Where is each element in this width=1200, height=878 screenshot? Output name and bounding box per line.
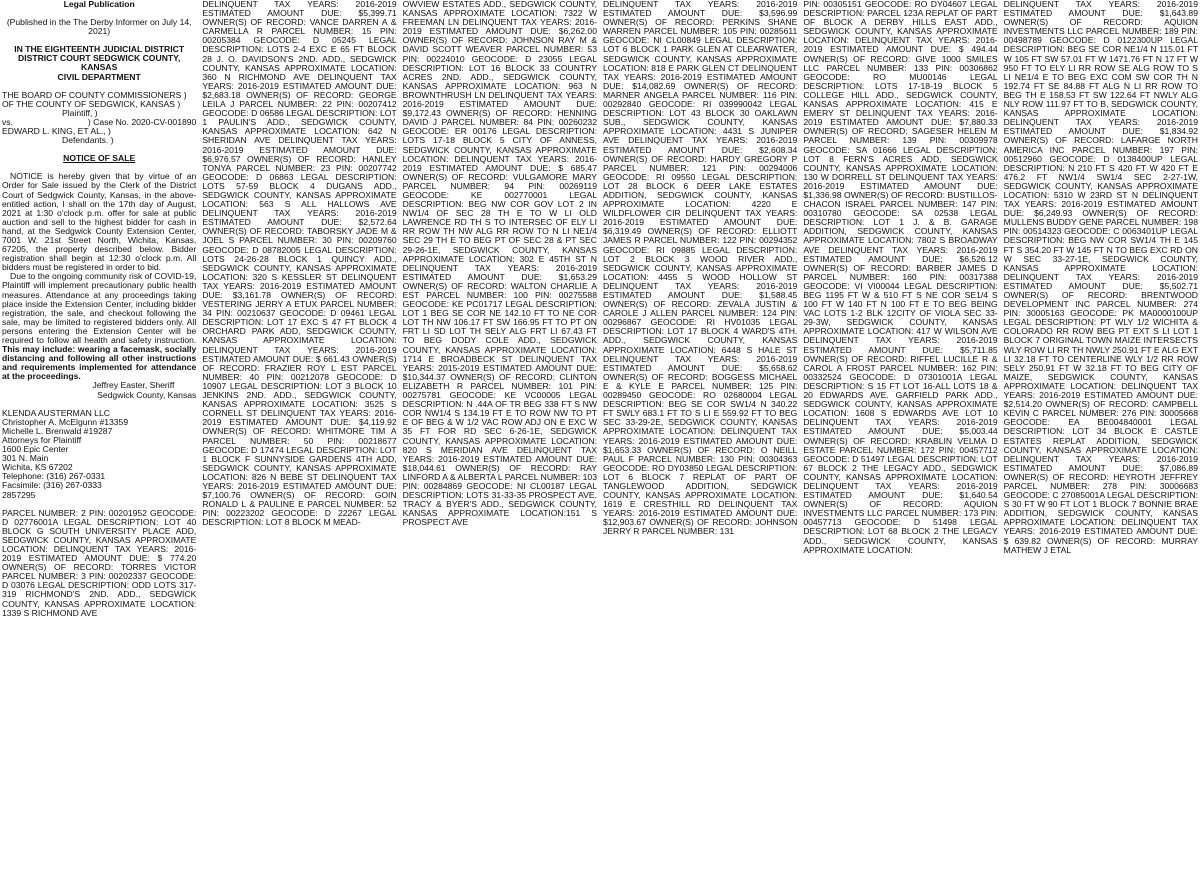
parcel-listing-col-5: PIN: 00305151 GEOCODE: RO DY04607 LEGAL DESCRIPTION: PARCEL 123A REPLAT OF PART OF BLOCK A DERBY HILLS EAST ADD., SEDGWICK COUNTY, KANSAS APPROXIMATE LOCATION: DELINQUENT TAX YEARS: 2016-2019 ESTIMATED AMOUNT DUE: $ 494.44 OWNER(S) OF RECORD: GIVE 1000 SMILES LLC PARCEL NUMBER: 133 PIN: 00306862 GEOCODE: RO MU00146 LEGAL DESCRIPTION: LOTS 17-18-19 BLOCK 5 COLLEGE HILL ADD., SEDGWICK COUNTY, KANSAS APPROXIMATE LOCATION: 415 E EMERY ST DELINQUENT TAX YEARS: 2016-2019 ESTIMATED AMOUNT DUE: $7,880.33 OWNER(S) OF RECORD: SAGESER HELEN M PARCEL NUMBER: 139 PIN: 00309978 GEOCODE: SA 01666 LEGAL DESCRIPTION: LOT 8 FERN'S ACRES ADD, SEDGWICK COUNTY, KANSAS APPROXIMATE LOCATION: 130 W DORRELL ST DELINQUENT TAX YEARS: 2016-2019 ESTIMATED AMOUNT DUE: $1,336.98 OWNER(S) OF RECORD: BUSTILLOS-CHACON ISRAEL PARCEL NUMBER: 147 PIN: 00310780 GEOCODE: SA 02538 LEGAL DESCRIPTION: LOT 1 J. & B. GARAGE ADDITION, SEDGWICK COUNTY, KANSAS APPROXIMATE LOCATION: 7802 S BROADWAY AVE DELINQUENT TAX YEARS: 2016-2019 ESTIMATED AMOUNT DUE: $6,526.12 OWNER(S) OF RECORD: BARBER JAMES D PARCEL NUMBER: 160 PIN: 00317388 GEOCODE: VI VI00044 LEGAL DESCRIPTION: BEG 1195 FT W & 510 FT S NE COR SE1/4 S 100 FT W 140 FT N 100 FT E TO BEG BEING VAC LOTS 1-2 BLK 12CITY OF VIOLA SEC 33-29-3W, SEDGWICK COUNTY, KANSAS APPROXIMATE LOCATION: 417 W WILSON AVE DELINQUENT TAX YEARS: 2016-2019 ESTIMATED AMOUNT DUE: $5,711.85 OWNER(S) OF RECORD: RIFFEL LUCILLE R & CAROL A FROST PARCEL NUMBER: 162 PIN: 00332524 GEOCODE: D 07301001A LEGAL DESCRIPTION: S 15 FT LOT 16-ALL LOTS 18 & 20 EDWARDS AVE. GARFIELD PARK ADD., SEDGWICK COUNTY, KANSAS APPROXIMATE LOCATION: 1608 S EDWARDS AVE LOT 10 DELINQUENT TAX YEARS: 2016-2019 ESTIMATED AMOUNT DUE: $5,003.44 OWNER(S) OF RECORD: KRABLIN VELMA D ESTATE PARCEL NUMBER: 172 PIN: 00457712 GEOCODE: D 51497 LEGAL DESCRIPTION: LOT 67 BLOCK 2 THE LEGACY ADD., SEDGWICK COUNTY, KANSAS APPROXIMATE LOCATION: DELINQUENT TAX YEARS: 2016-2019 ESTIMATED AMOUNT DUE: $1,640.54 OWNER(S) OF RECORD: AQUION INVESTMENTS LLC PARCEL NUMBER: 173 PIN: 00457713 GEOCODE: D 51498 LEGAL DESCRIPTION: LOT 68 BLOCK 2 THE LEGACY ADD., SEDGWICK COUNTY, KANSAS APPROXIMATE LOCATION: xyxy=(803,0,998,555)
caption-defendant-1: EDWARD L. KING, ET AL., ) xyxy=(2,126,111,137)
attorney-line-1: Christopher A. McElgunn #13359 xyxy=(2,416,129,427)
attorney-firm: KLENDA AUSTERMAN LLC xyxy=(2,407,110,418)
section-title: Legal Publication xyxy=(63,0,135,9)
notice-paragraph-2-text: Due to the ongoing community risk of COVID-19, Plaintiff will implement precautionary public health measures. Attendance at any proceedings taking place inside the Extension Center, including bidder registration, the sale, and checkout following the sale, may be limited to registered bidders only. All persons entering the Extension Center will be required to follow all health and safety instruction. xyxy=(2,271,197,345)
notice-paragraph-1: NOTICE is hereby given that by virtue of an Order for Sale issued by the Clerk of the District Court of Sedgwick County, Kansas, in the above-entitled action, I shall on the 17th day of August, 2021 at 1:30 o'clock p.m. offer for sale at public auction and sell to the highest bidder for cash in hand, at the Sedgwick County Extension Center, 7001 W. 21st Street North, Wichita, Kansas, 67205, the property described below. Bidder registration shall begin at 12:30 o'clock p.m. All bidders must be registered in order to bid. xyxy=(2,171,197,273)
notice-title: NOTICE OF SALE xyxy=(63,153,136,164)
column-4 xyxy=(603,0,797,878)
case-number: ) Case No. 2020-CV-001890 xyxy=(87,116,197,127)
parcel-listing-col-6: DELINQUENT TAX YEARS: 2016-2019 ESTIMATED AMOUNT DUE: $1,643.89 OWNER(S) OF RECORD: AQUION INVESTMENTS LLC PARCEL NUMBER: 189 PIN: 00498789 GEOCODE: D 0122300UP LEGAL DESCRIPTION: BEG SE COR NE1/4 N 115.01 FT W 105 FT SW 57.01 FT W 1471.76 FT N 17 FT W 950 FT TO ELY LI RR ROW SE ALG ROW TO S LI NE1/4 E TO BEG EXC COM SW COR TH N 192.74 FT SE 84.88 FT ALG N LI RR ROW TO BEG TH E 158.53 FT SW 122.64 FT NWLY ALG NLY ROW 111.97 FT TO B, SEDGWICK COUNTY, KANSAS APPROXIMATE LOCATION: DELINQUENT TAX YEARS: 2016-2019 ESTIMATED AMOUNT DUE: $1,834.92 OWNER(S) OF RECORD: LAFARGE NORTH AMERICA INC PARCEL NUMBER: 197 PIN: 00512960 GEOCODE: D 0138400UP LEGAL DESCRIPTION: N 210 FT S 420 FT W 420 FT E 476.2 FT NW1/4 SW1/4 SEC 2-27-1W, SEDGWICK COUNTY, KANSAS APPROXIMATE LOCATION: 5310 W 23RD ST N DELINQUENT TAX YEARS: 2016-2019 ESTIMATED AMOUNT DUE: $6,249.93 OWNER(S) OF RECORD: MULLENS BUDDY GENE PARCEL NUMBER: 198 PIN: 00514323 GEOCODE: C 0063401UP LEGAL DESCRIPTION: BEG NW COR SW1/4 TH E 145 FT S 354.20 FT W 145 FT N TO BEG EXC RD ON W SEC 33-27-1E, SEDGWICK COUNTY, KANSAS APPROXIMATE LOCATION: DELINQUENT TAX YEARS: 2016-2019 ESTIMATED AMOUNT DUE: $5,502.71 OWNER(S) OF RECORD: BRENTWOOD DEVELOPMENT INC PARCEL NUMBER: 274 PIN: 30005163 GEOCODE: PK MA0000100UP LEGAL DESCRIPTION: PT WLY 1/2 WICHITA & COLORADO RR ROW BEG PT EXT S LI LOT 1 BLOCK 7 ORIGINAL TOWN MAIZE INTERSECTS WLY ROW LI RR TH NWLY 250.91 FT E ALG EXT LI 32.18 FT TO CENTERLINE WLY 1/2 RR ROW SELY 250.91 FT W 32.18 FT TO BEG CITY OF MAIZE, SEDGWICK COUNTY, KANSAS APPROXIMATE LOCATION: DELINQUENT TAX YEARS: 2016-2019 ESTIMATED AMOUNT DUE: $2,514.20 OWNER(S) OF RECORD: CAMPBELL KEVIN C PARCEL NUMBER: 276 PIN: 30005668 GEOCODE: EA BE004840001 LEGAL DESCRIPTION: LOT 34 BLOCK E CASTLE ESTATES REPLAT ADDITION, SEDGWICK COUNTY, KANSAS APPROXIMATE LOCATION: DELINQUENT TAX YEARS: 2016-2019 ESTIMATED AMOUNT DUE: $7,086.89 OWNER(S) OF RECORD: HEYROTH JEFFREY PARCEL NUMBER: 278 PIN: 30006683 GEOCODE: C 27085001A LEGAL DESCRIPTION: S 30 FT W 90 FT LOT 1 BLOCK 7 BONNIE BRAE ADDITION, SEDGWICK COUNTY, KANSAS APPROXIMATE LOCATION: DELINQUENT TAX YEARS: 2016-2019 ESTIMATED AMOUNT DUE: $ 639.82 OWNER(S) OF RECORD: MURRAY MATHEW J ETAL xyxy=(1003,0,1198,555)
parcel-listing-col-3: OWVIEW ESTATES ADD., SEDGWICK COUNTY, KANSAS APPROXIMATE LOCATION: 7322 W FREEMAN LN DELINQUENT TAX YEARS: 2016-2019 ESTIMATED AMOUNT DUE: $6,262.00 OWNER(S) OF RECORD: JOHNSON RAY M & DAVID SCOTT WEAVER PARCEL NUMBER: 53 PIN: 00224010 GEOCODE: D 23055 LEGAL DESCRIPTION: LOT 16 BLOCK 33 COUNTRY ACRES 2ND. ADD., SEDGWICK COUNTY, KANSAS APPROXIMATE LOCATION: 963 N BROWNTHRUSH LN DELINQUENT TAX YEARS: 2016-2019 ESTIMATED AMOUNT DUE: $9,172.43 OWNER(S) OF RECORD: HENNING DAVID J PARCEL NUMBER: 84 PIN: 00260232 GEOCODE: ER 00176 LEGAL DESCRIPTION: LOTS 17-18 BLOCK 5 CITY OF ANNESS, SEDGWICK COUNTY, KANSAS APPROXIMATE LOCATION: DELINQUENT TAX YEARS: 2016-2019 ESTIMATED AMOUNT DUE: $ 685.47 OWNER(S) OF RECORD: VULGAMORE MARY PARCEL NUMBER: 94 PIN: 00269119 GEOCODE: KE 002770001 LEGAL DESCRIPTION: BEG NW COR GOV LOT 2 IN NW1/4 OF SEC 28 TH E TO W LI OLD LAWRENCE RD TH S TO INTERSEC OF ELY LI RR ROW TH NW ALG RR ROW TO N LI NE1/4 SEC 29 TH E TO BEG PT OF SEC 28 & PT SEC 29-26-1E, SEDGWICK COUNTY, KANSAS APPROXIMATE LOCATION: 302 E 45TH ST N DELINQUENT TAX YEARS: 2016-2019 ESTIMATED AMOUNT DUE: $1,653.29 OWNER(S) OF RECORD: WALTON CHARLIE A EST PARCEL NUMBER: 100 PIN: 00275588 GEOCODE: KE PC01717 LEGAL DESCRIPTION: LOT 1 BEG SE COR NE 142.10 FT TO NE COR LOT TH NW 106.17 FT SW 166.95 FT TO PT ON FRT LI SD LOT TH SELY ALG FRT LI 67.43 FT TO BEG DODY COLE ADD., SEDGWICK COUNTY, KANSAS APPROXIMATE LOCATION: 1714 E BROADBECK ST DELINQUENT TAX YEARS: 2015-2019 ESTIMATED AMOUNT DUE: $10,344.37 OWNER(S) OF RECORD: CLINTON ELIZABETH R PARCEL NUMBER: 101 PIN: 00275781 GEOCODE: KE VC00005 LEGAL DESCRIPTION: N .44A OF TR BEG 338 FT S NW COR NW1/4 S 134.19 FT E TO ROW NW TO PT E OF BEG & W 1/2 VAC ROW ADJ ON E EXC W 35 FT FOR RD SEC 6-26-1E, SEDGWICK COUNTY, KANSAS APPROXIMATE LOCATION: 820 S MERIDIAN AVE DELINQUENT TAX YEARS: 2016-2019 ESTIMATED AMOUNT DUE: $18,044.61 OWNER(S) OF RECORD: RAY LINFORD A & ALBERTA L PARCEL NUMBER: 103 PIN: 00284869 GEOCODE: NI CL00187 LEGAL DESCRIPTION: LOTS 31-33-35 PROSPECT AVE. TRACY & BYER'S ADD., SEDGWICK COUNTY, KANSAS APPROXIMATE LOCATION:151 S PROSPECT AVE xyxy=(402,0,597,528)
court-heading-2: DISTRICT COURT SEDGWICK COUNTY, KANSAS xyxy=(18,53,181,73)
notice-paragraph-2 xyxy=(2,272,196,381)
publication-line: (Published in the The Derby Informer on July 14, 2021) xyxy=(6,17,192,37)
attorney-line-6: Wichita, KS 67202 xyxy=(2,462,73,473)
caption-plaintiff-3: Plaintiff, ) xyxy=(62,107,98,118)
column-3 xyxy=(403,0,597,878)
attorney-line-8: Facsimile: (316) 267-0333 xyxy=(2,480,102,491)
notice-paragraph-2-bold: This may include: wearing a facemask, socially distancing and following all other instructions and requirements implemented for attendance at the proceedings. xyxy=(2,344,197,382)
caption-plaintiff-1: THE BOARD OF COUNTY COMMISSIONERS ) xyxy=(2,89,187,100)
attorney-line-2: Michelle L. Brenwald #19287 xyxy=(2,425,113,436)
parcel-listing-col-2: DELINQUENT TAX YEARS: 2016-2019 ESTIMATED AMOUNT DUE: $5,399.71 OWNER(S) OF RECORD: VANCE DARREN A & CARMELLA R PARCEL NUMBER: 15 PIN: 00205384 GEOCODE: D 05245 LEGAL DESCRIPTION: LOTS 2-4 EXC E 65 FT BLOCK 28 J. O. DAVIDSON'S 2ND. ADD., SEDGWICK COUNTY, KANSAS APPROXIMATE LOCATION: 360 N RICHMOND AVE DELINQUENT TAX YEARS: 2016-2019 ESTIMATED AMOUNT DUE: $2,683.18 OWNER(S) OF RECORD: GEORGE LEILA J PARCEL NUMBER: 22 PIN: 00207412 GEOCODE: D 06586 LEGAL DESCRIPTION: LOT 1 PAULIN'S ADD., SEDGWICK COUNTY, KANSAS APPROXIMATE LOCATION: 642 N SHERIDAN AVE DELINQUENT TAX YEARS: 2016-2019 ESTIMATED AMOUNT DUE: $6,976.57 OWNER(S) OF RECORD: HANLEY TONYA PARCEL NUMBER: 23 PIN: 00207742 GEOCODE: D 06863 LEGAL DESCRIPTION: LOTS 57-59 BLOCK 4 DUGANS ADD., SEDGWICK COUNTY, KANSAS APPROXIMATE LOCATION: 563 S ALL HALLOWS AVE DELINQUENT TAX YEARS: 2016-2019 ESTIMATED AMOUNT DUE: $2,572.64 OWNER(S) OF RECORD: TABORSKY JADE M & JOEL S PARCEL NUMBER: 30 PIN: 00209760 GEOCODE: D 08782005 LEGAL DESCRIPTION: LOTS 24-26-28 BLOCK 1 QUINCY ADD., SEDGWICK COUNTY, KANSAS APPROXIMATE LOCATION: 320 S KESSLER ST DELINQUENT TAX YEARS: 2016-2019 ESTIMATED AMOUNT DUE: $3,161.78 OWNER(S) OF RECORD: VESTERING JERRY A ETUX PARCEL NUMBER: 34 PIN: 00210637 GEOCODE: D 09461 LEGAL DESCRIPTION: LOT 17 EXC S 47 FT BLOCK 4 ORCHARD PARK ADD, SEDGWICK COUNTY, KANSAS APPROXIMATE LOCATION: DELINQUENT TAX YEARS: 2016-2019 ESTIMATED AMOUNT DUE: $ 661.43 OWNER(S) OF RECORD: FRAZIER ROY L EST PARCEL NUMBER: 40 PIN: 00212078 GEOCODE: D 10907 LEGAL DESCRIPTION: LOT 3 BLOCK 10 JENKINS 2ND. ADD., SEDGWICK COUNTY, KANSAS APPROXIMATE LOCATION: 3525 S CORNELL ST DELINQUENT TAX YEARS: 2016-2019 ESTIMATED AMOUNT DUE: $4,119.92 OWNER(S) OF RECORD: WHITMORE TIM A PARCEL NUMBER: 50 PIN: 00218677 GEOCODE: D 17474 LEGAL DESCRIPTION: LOT 1 BLOCK F SUNNYSIDE GARDENS 4TH ADD, SEDGWICK COUNTY, KANSAS APPROXIMATE LOCATION: 826 N BEBE ST DELINQUENT TAX YEARS: 2016-2019 ESTIMATED AMOUNT DUE: $7,100.76 OWNER(S) OF RECORD: GOIN RONALD L & PAULINE E PARCEL NUMBER: 52 PIN: 00223202 GEOCODE: D 22267 LEGAL DESCRIPTION: LOT 8 BLOCK M MEAD- xyxy=(202,0,397,528)
caption-defendant-2: Defendants. ) xyxy=(62,135,114,146)
column-1 xyxy=(2,0,196,878)
caption-vs: vs. xyxy=(2,116,13,127)
sheriff-county: Sedgwick County, Kansas xyxy=(97,389,197,400)
caption-plaintiff-2: OF THE COUNTY OF SEDGWICK, KANSAS ) xyxy=(2,98,181,109)
attorney-line-9: 2857295 xyxy=(2,489,36,500)
court-heading-1: IN THE EIGHTEENTH JUDICIAL DISTRICT xyxy=(14,44,185,55)
parcel-listing-col-1: PARCEL NUMBER: 2 PIN: 00201952 GEOCODE: D 02776001A LEGAL DESCRIPTION: LOT 40 BLOCK G SOUTH UNIVERSITY PLACE ADD, SEDGWICK COUNTY, KANSAS APPROXIMATE LOCATION: DELINQUENT TAX YEARS: 2016-2019 ESTIMATED AMOUNT DUE: $ 774.20 OWNER(S) OF RECORD: TORRES VICTOR PARCEL NUMBER: 3 PIN: 00202337 GEOCODE: D 03076 LEGAL DESCRIPTION: ODD LOTS 317-319 RICHMOND'S 2ND. ADD., SEDGWICK COUNTY, KANSAS APPROXIMATE LOCATION: 1339 S RICHMOND AVE xyxy=(2,507,197,618)
attorney-line-7: Telephone: (316) 267-0331 xyxy=(2,471,106,482)
attorney-line-3: Attorneys for Plaintiff xyxy=(2,434,82,445)
attorney-line-4: 1600 Epic Center xyxy=(2,444,69,455)
court-heading-3: CIVIL DEPARTMENT xyxy=(57,71,141,82)
column-2 xyxy=(202,0,396,878)
parcel-listing-col-4: DELINQUENT TAX YEARS: 2016-2019 ESTIMATED AMOUNT DUE: $3,596.99 OWNER(S) OF RECORD: PERKINS SHANE WARREN PARCEL NUMBER: 105 PIN: 00285611 GEOCODE: NI CL00849 LEGAL DESCRIPTION: LOT 6 BLOCK 1 PARK GLEN AT CLEARWATER, SEDGWICK COUNTY, KANSAS APPROXIMATE LOCATION: 818 E PARK GLEN CT DELINQUENT TAX YEARS: 2016-2019 ESTIMATED AMOUNT DUE: $14,082.69 OWNER(S) OF RECORD: MARNER ANGELA PARCEL NUMBER: 116 PIN: 00292840 GEOCODE: RI 039990042 LEGAL DESCRIPTION: LOT 43 BLOCK 30 OAKLAWN SUB., SEDGWICK COUNTY, KANSAS APPROXIMATE LOCATION: 4431 S JUNIPER AVE DELINQUENT TAX YEARS: 2016-2019 ESTIMATED AMOUNT DUE: $2,608.34 OWNER(S) OF RECORD: HARDY GREGORY P PARCEL NUMBER: 121 PIN: 00294006 GEOCODE: RI 09550 LEGAL DESCRIPTION: LOT 28 BLOCK 6 DEER LAKE ESTATES ADDITION, SEDGWICK COUNTY, KANSAS APPROXIMATE LOCATION: 4220 E WILDFLOWER CIR DELINQUENT TAX YEARS: 2016-2019 ESTIMATED AMOUNT DUE: $6,319.49 OWNER(S) OF RECORD: ELLIOTT JAMES R PARCEL NUMBER: 122 PIN: 00294352 GEOCODE: RI 09885 LEGAL DESCRIPTION: LOT 2 BLOCK 3 WOOD RIVER ADD., SEDGWICK COUNTY, KANSAS APPROXIMATE LOCATION: 4455 S WOOD HOLLOW ST DELINQUENT TAX YEARS: 2016-2019 ESTIMATED AMOUNT DUE: $1,588.45 OWNER(S) OF RECORD: ZEVALA JUSTIN & CAROLE J ALLEN PARCEL NUMBER: 124 PIN: 00296867 GEOCODE: RI HV01035 LEGAL DESCRIPTION: LOT 17 BLOCK 4 WARD'S 4TH. ADD., SEDGWICK COUNTY, KANSAS APPROXIMATE LOCATION: 6448 S HALE ST DELINQUENT TAX YEARS: 2016-2019 ESTIMATED AMOUNT DUE: $5,658.62 OWNER(S) OF RECORD: BOGGESS MICHAEL E & KYLE E PARCEL NUMBER: 125 PIN: 00289450 GEOCODE: RO 02680004 LEGAL DESCRIPTION: BEG SE COR SW1/4 N 340.22 FT SWLY 683.1 FT TO S LI E 559.92 FT TO BEG SEC 33-29-2E, SEDGWICK COUNTY, KANSAS APPROXIMATE LOCATION: DELINQUENT TAX YEARS: 2016-2019 ESTIMATED AMOUNT DUE: $1,653.33 OWNER(S) OF RECORD: O NEILL PAUL F PARCEL NUMBER: 130 PIN: 00304363 GEOCODE: RO DY03850 LEGAL DESCRIPTION: LOT 6 BLOCK 7 REPLAT OF PART OF TANGLEWOOD ADDITION, SEDGWICK COUNTY, KANSAS APPROXIMATE LOCATION: 1619 E CRESTHILL RD DELINQUENT TAX YEARS: 2016-2019 ESTIMATED AMOUNT DUE: $12,903.67 OWNER(S) OF RECORD: JOHNSON JERRY R PARCEL NUMBER: 131 xyxy=(602,0,798,537)
sheriff-name: Jeffrey Easter, Sheriff xyxy=(92,380,175,391)
column-5 xyxy=(803,0,997,878)
column-6 xyxy=(1004,0,1198,878)
attorney-line-5: 301 N. Main xyxy=(2,453,49,464)
